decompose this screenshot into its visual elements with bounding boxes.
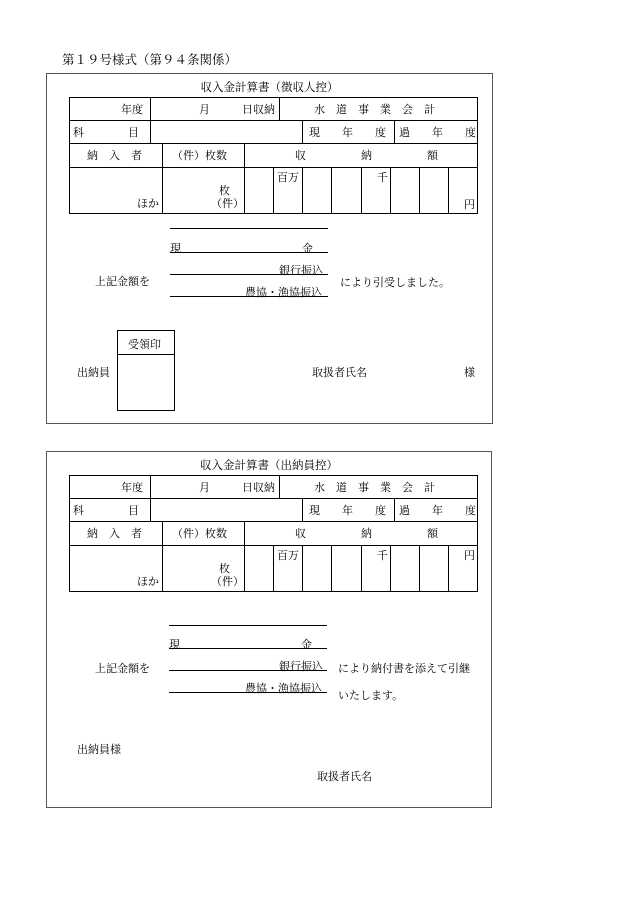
thousand-digit-label: 千 <box>377 549 388 562</box>
cashier-label: 出納員 <box>77 366 110 379</box>
coop-transfer-option: 農協・漁協振込 <box>245 286 322 299</box>
amount-prefix: 上記金額を <box>95 662 150 675</box>
handler-name-label: 取扱者氏名 <box>317 770 372 783</box>
others-label: ほか <box>137 575 159 588</box>
month-label: 月 <box>199 481 210 494</box>
day-collected-label: 日収納 <box>242 103 275 116</box>
cash-option: 現 金 <box>170 242 313 255</box>
amount-prefix: 上記金額を <box>95 275 150 288</box>
coop-transfer-option: 農協・漁協振込 <box>245 682 322 695</box>
million-digit-label: 百万 <box>277 549 299 562</box>
panel-title: 収入金計算書（徴収人控） <box>200 80 339 94</box>
yen-digit-label: 円 <box>464 198 475 211</box>
others-label: ほか <box>137 197 159 210</box>
count-label: （件）枚数 <box>172 149 227 162</box>
handler-name-label: 取扱者氏名 <box>312 366 367 379</box>
receipt-seal-divider <box>117 354 175 355</box>
sheets-label: 枚 <box>219 184 230 197</box>
receipt-suffix: により引受しました。 <box>340 276 450 289</box>
calculation-sheet-collector-copy <box>46 73 493 424</box>
cash-option: 現 金 <box>169 638 312 651</box>
count-label: （件）枚数 <box>172 527 227 540</box>
day-collected-label: 日収納 <box>242 481 275 494</box>
bank-transfer-option: 銀行振込 <box>279 264 323 277</box>
year-label: 年度 <box>121 103 143 116</box>
calculation-sheet-cashier-copy <box>46 451 492 808</box>
subject-label: 科 目 <box>73 126 139 139</box>
thousand-digit-label: 千 <box>377 171 388 184</box>
payer-label: 納 入 者 <box>87 527 142 540</box>
account-label: 水 道 事 業 会 計 <box>314 103 435 116</box>
form-heading: 第１９号様式（第９４条関係） <box>62 52 238 67</box>
past-fiscal-year-label: 過 年 度 <box>399 504 476 517</box>
past-fiscal-year-label: 過 年 度 <box>399 126 476 139</box>
current-fiscal-year-label: 現 年 度 <box>309 126 386 139</box>
cash-underline <box>170 252 328 253</box>
blank-line <box>170 228 328 229</box>
cases-label: （件） <box>211 197 244 210</box>
bank-transfer-underline <box>169 670 327 671</box>
amount-label: 収 納 額 <box>295 527 438 540</box>
coop-transfer-underline <box>169 692 327 693</box>
panel-title: 収入金計算書（出納員控） <box>200 458 338 472</box>
blank-line <box>169 625 327 626</box>
month-label: 月 <box>199 103 210 116</box>
million-digit-label: 百万 <box>277 171 299 184</box>
handover-suffix-line2: いたします。 <box>338 689 404 702</box>
bank-transfer-option: 銀行振込 <box>279 660 323 673</box>
amount-table <box>69 97 478 214</box>
payer-label: 納 入 者 <box>87 149 142 162</box>
amount-label: 収 納 額 <box>295 149 438 162</box>
yen-digit-label: 円 <box>464 549 475 562</box>
amount-table <box>69 475 478 592</box>
cases-label: （件） <box>211 575 244 588</box>
cashier-label: 出納員様 <box>77 743 121 756</box>
coop-transfer-underline <box>170 296 328 297</box>
bank-transfer-underline <box>170 274 328 275</box>
account-label: 水 道 事 業 会 計 <box>314 481 435 494</box>
cash-underline <box>169 648 327 649</box>
current-fiscal-year-label: 現 年 度 <box>309 504 386 517</box>
year-label: 年度 <box>121 481 143 494</box>
handover-suffix-line1: により納付書を添えて引継 <box>338 662 470 675</box>
honorific-label: 様 <box>464 366 475 379</box>
receipt-seal-label: 受領印 <box>128 338 161 351</box>
subject-label: 科 目 <box>73 504 139 517</box>
sheets-label: 枚 <box>219 562 230 575</box>
